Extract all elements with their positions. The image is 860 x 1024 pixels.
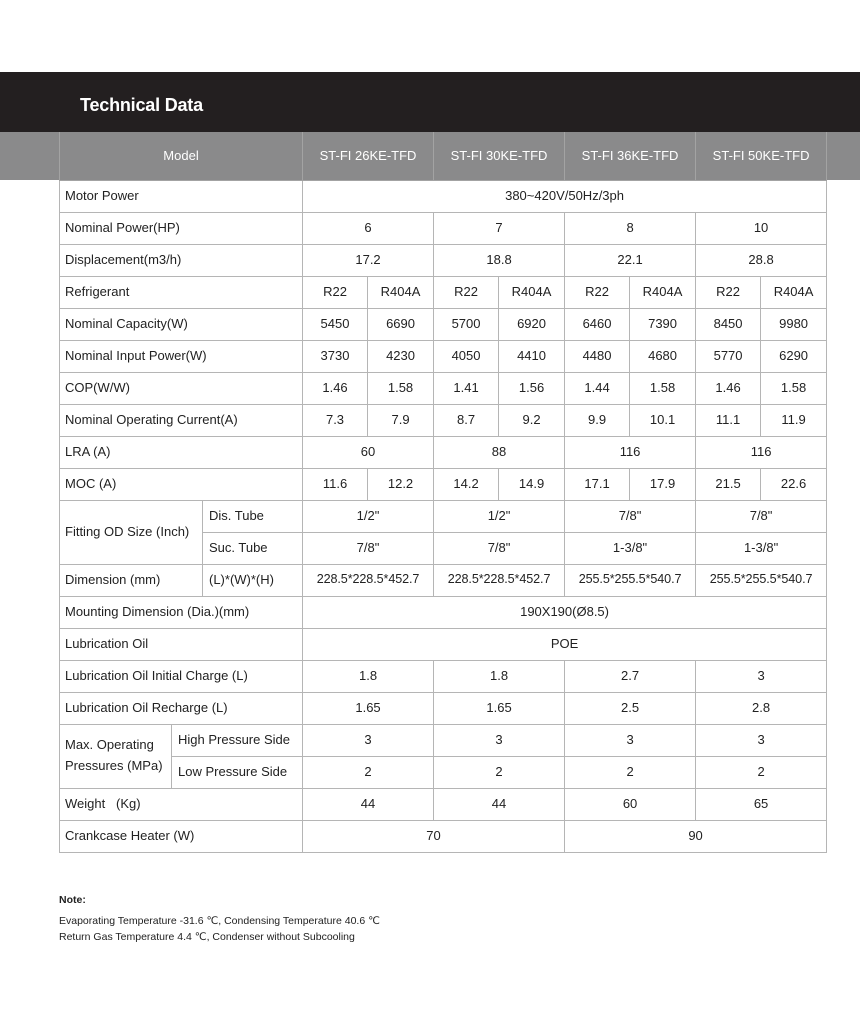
table-cell: 3 <box>696 724 827 756</box>
table-cell: 7/8" <box>696 500 827 532</box>
table-cell: 7/8" <box>434 532 565 564</box>
table-cell: 7/8" <box>565 500 696 532</box>
table-row <box>60 564 827 596</box>
table-cell: 6290 <box>761 340 827 372</box>
table-cell: R404A <box>368 276 434 308</box>
table-cell: POE <box>303 628 827 660</box>
note-section <box>59 894 380 947</box>
table-cell: 1.8 <box>434 660 565 692</box>
sub-label: High Pressure Side <box>172 724 303 756</box>
table-row <box>60 628 827 660</box>
table-cell: 70 <box>303 820 565 852</box>
table-row <box>60 372 827 404</box>
table-row <box>60 788 827 820</box>
table-cell: 10 <box>696 212 827 244</box>
row-label: Crankcase Heater (W) <box>60 820 303 852</box>
table-cell: 44 <box>303 788 434 820</box>
table-cell: R22 <box>565 276 630 308</box>
table-cell: 8.7 <box>434 404 499 436</box>
row-label: Nominal Capacity(W) <box>60 308 303 340</box>
table-cell: 7 <box>434 212 565 244</box>
table-cell: 2.5 <box>565 692 696 724</box>
table-cell: 9.9 <box>565 404 630 436</box>
table-row <box>60 404 827 436</box>
table-cell: 1/2" <box>303 500 434 532</box>
table-cell: 2.8 <box>696 692 827 724</box>
table-cell: 22.6 <box>761 468 827 500</box>
table-cell: 7.3 <box>303 404 368 436</box>
table-row <box>60 212 827 244</box>
note-title: Note: <box>59 894 86 906</box>
table-cell: 1-3/8" <box>696 532 827 564</box>
sub-label: (L)*(W)*(H) <box>203 564 303 596</box>
row-label: Lubrication Oil Initial Charge (L) <box>60 660 303 692</box>
table-cell: 8450 <box>696 308 761 340</box>
table-cell: 2.7 <box>565 660 696 692</box>
table-cell: 5770 <box>696 340 761 372</box>
table-cell: 3 <box>696 660 827 692</box>
table-cell: 4230 <box>368 340 434 372</box>
row-label: Weight (Kg) <box>60 788 303 820</box>
table-cell: 65 <box>696 788 827 820</box>
table-cell: 6920 <box>499 308 565 340</box>
table-cell: 1.46 <box>303 372 368 404</box>
sub-label: Suc. Tube <box>203 532 303 564</box>
table-cell: 2 <box>303 756 434 788</box>
table-cell: 18.8 <box>434 244 565 276</box>
note-line: Evaporating Temperature -31.6 ℃, Condensing Temperature 40.6 ℃ <box>59 915 380 927</box>
table-cell: 1.58 <box>630 372 696 404</box>
table-cell: 1.58 <box>368 372 434 404</box>
model-name: ST-FI 26KE-TFD <box>303 132 434 180</box>
table-row <box>60 468 827 500</box>
table-row <box>60 724 827 756</box>
table-cell: 3730 <box>303 340 368 372</box>
table-cell: 116 <box>696 436 827 468</box>
table-cell: 22.1 <box>565 244 696 276</box>
table-cell: 2 <box>565 756 696 788</box>
table-cell: 228.5*228.5*452.7 <box>303 564 434 596</box>
table-cell: 11.6 <box>303 468 368 500</box>
table-cell: 7/8" <box>303 532 434 564</box>
table-row <box>60 308 827 340</box>
row-label: Dimension (mm) <box>60 564 203 596</box>
table-cell: 44 <box>434 788 565 820</box>
table-cell: 17.9 <box>630 468 696 500</box>
table-row <box>60 180 827 212</box>
model-name: ST-FI 30KE-TFD <box>434 132 565 180</box>
row-label: Mounting Dimension (Dia.)(mm) <box>60 596 303 628</box>
model-name: ST-FI 36KE-TFD <box>565 132 696 180</box>
table-cell: 60 <box>565 788 696 820</box>
note-line: Return Gas Temperature 4.4 ℃, Condenser without Subcooling <box>59 931 355 943</box>
table-cell: 1.44 <box>565 372 630 404</box>
table-cell: 6460 <box>565 308 630 340</box>
sub-label: Low Pressure Side <box>172 756 303 788</box>
table-cell: 3 <box>434 724 565 756</box>
table-cell: 17.2 <box>303 244 434 276</box>
table-cell: 4480 <box>565 340 630 372</box>
table-cell: 21.5 <box>696 468 761 500</box>
table-cell: 2 <box>696 756 827 788</box>
table-cell: 3 <box>565 724 696 756</box>
table-cell: 90 <box>565 820 827 852</box>
table-cell: 1/2" <box>434 500 565 532</box>
row-label: MOC (A) <box>60 468 303 500</box>
table-row <box>60 660 827 692</box>
table-row <box>60 692 827 724</box>
table-cell: R404A <box>499 276 565 308</box>
table-cell: 2 <box>434 756 565 788</box>
table-cell: 14.2 <box>434 468 499 500</box>
row-label: Nominal Input Power(W) <box>60 340 303 372</box>
table-cell: R404A <box>761 276 827 308</box>
table-row <box>60 500 827 532</box>
technical-data-table <box>59 132 827 853</box>
table-cell: 116 <box>565 436 696 468</box>
table-cell: 17.1 <box>565 468 630 500</box>
table-cell: 5700 <box>434 308 499 340</box>
model-header: Model <box>60 132 303 180</box>
table-cell: R22 <box>696 276 761 308</box>
table-row <box>60 340 827 372</box>
table-row <box>60 436 827 468</box>
table-row <box>60 276 827 308</box>
row-label: Refrigerant <box>60 276 303 308</box>
table-cell: 9980 <box>761 308 827 340</box>
table-cell: 4050 <box>434 340 499 372</box>
table-cell: 28.8 <box>696 244 827 276</box>
table-cell: 1.56 <box>499 372 565 404</box>
table-cell: 380~420V/50Hz/3ph <box>303 180 827 212</box>
row-label: Motor Power <box>60 180 303 212</box>
row-label: COP(W/W) <box>60 372 303 404</box>
table-cell: 255.5*255.5*540.7 <box>565 564 696 596</box>
table-cell: 1.41 <box>434 372 499 404</box>
table-cell: R22 <box>303 276 368 308</box>
table-cell: 190X190(Ø8.5) <box>303 596 827 628</box>
title-bar <box>0 72 860 132</box>
table-cell: 9.2 <box>499 404 565 436</box>
row-label: Fitting OD Size (Inch) <box>60 500 203 564</box>
table-cell: 1.58 <box>761 372 827 404</box>
table-cell: 3 <box>303 724 434 756</box>
model-name: ST-FI 50KE-TFD <box>696 132 827 180</box>
table-cell: 255.5*255.5*540.7 <box>696 564 827 596</box>
row-label: Nominal Power(HP) <box>60 212 303 244</box>
table-cell: 1.65 <box>434 692 565 724</box>
table-cell: 6690 <box>368 308 434 340</box>
table-cell: R22 <box>434 276 499 308</box>
table-cell: 7.9 <box>368 404 434 436</box>
table-cell: 5450 <box>303 308 368 340</box>
table-cell: 4410 <box>499 340 565 372</box>
table-cell: 4680 <box>630 340 696 372</box>
row-label: Displacement(m3/h) <box>60 244 303 276</box>
table-cell: 8 <box>565 212 696 244</box>
table-cell: 228.5*228.5*452.7 <box>434 564 565 596</box>
table-cell: 88 <box>434 436 565 468</box>
table-row <box>60 820 827 852</box>
table-cell: 10.1 <box>630 404 696 436</box>
table-cell: 6 <box>303 212 434 244</box>
row-label: LRA (A) <box>60 436 303 468</box>
sub-label: Dis. Tube <box>203 500 303 532</box>
table-row <box>60 756 827 788</box>
table-row <box>60 596 827 628</box>
table-cell: 11.9 <box>761 404 827 436</box>
row-label: Max. Operating Pressures (MPa) <box>60 724 172 788</box>
table-row <box>60 244 827 276</box>
table-cell: 1.65 <box>303 692 434 724</box>
table-cell: 1-3/8" <box>565 532 696 564</box>
row-label: Nominal Operating Current(A) <box>60 404 303 436</box>
row-label: Lubrication Oil <box>60 628 303 660</box>
table-cell: 1.8 <box>303 660 434 692</box>
table-cell: 7390 <box>630 308 696 340</box>
row-label: Lubrication Oil Recharge (L) <box>60 692 303 724</box>
table-cell: 60 <box>303 436 434 468</box>
page-title: Technical Data <box>80 95 203 115</box>
table-cell: 14.9 <box>499 468 565 500</box>
table-cell: R404A <box>630 276 696 308</box>
table-cell: 11.1 <box>696 404 761 436</box>
table-cell: 1.46 <box>696 372 761 404</box>
table-cell: 12.2 <box>368 468 434 500</box>
header-row <box>60 132 827 180</box>
